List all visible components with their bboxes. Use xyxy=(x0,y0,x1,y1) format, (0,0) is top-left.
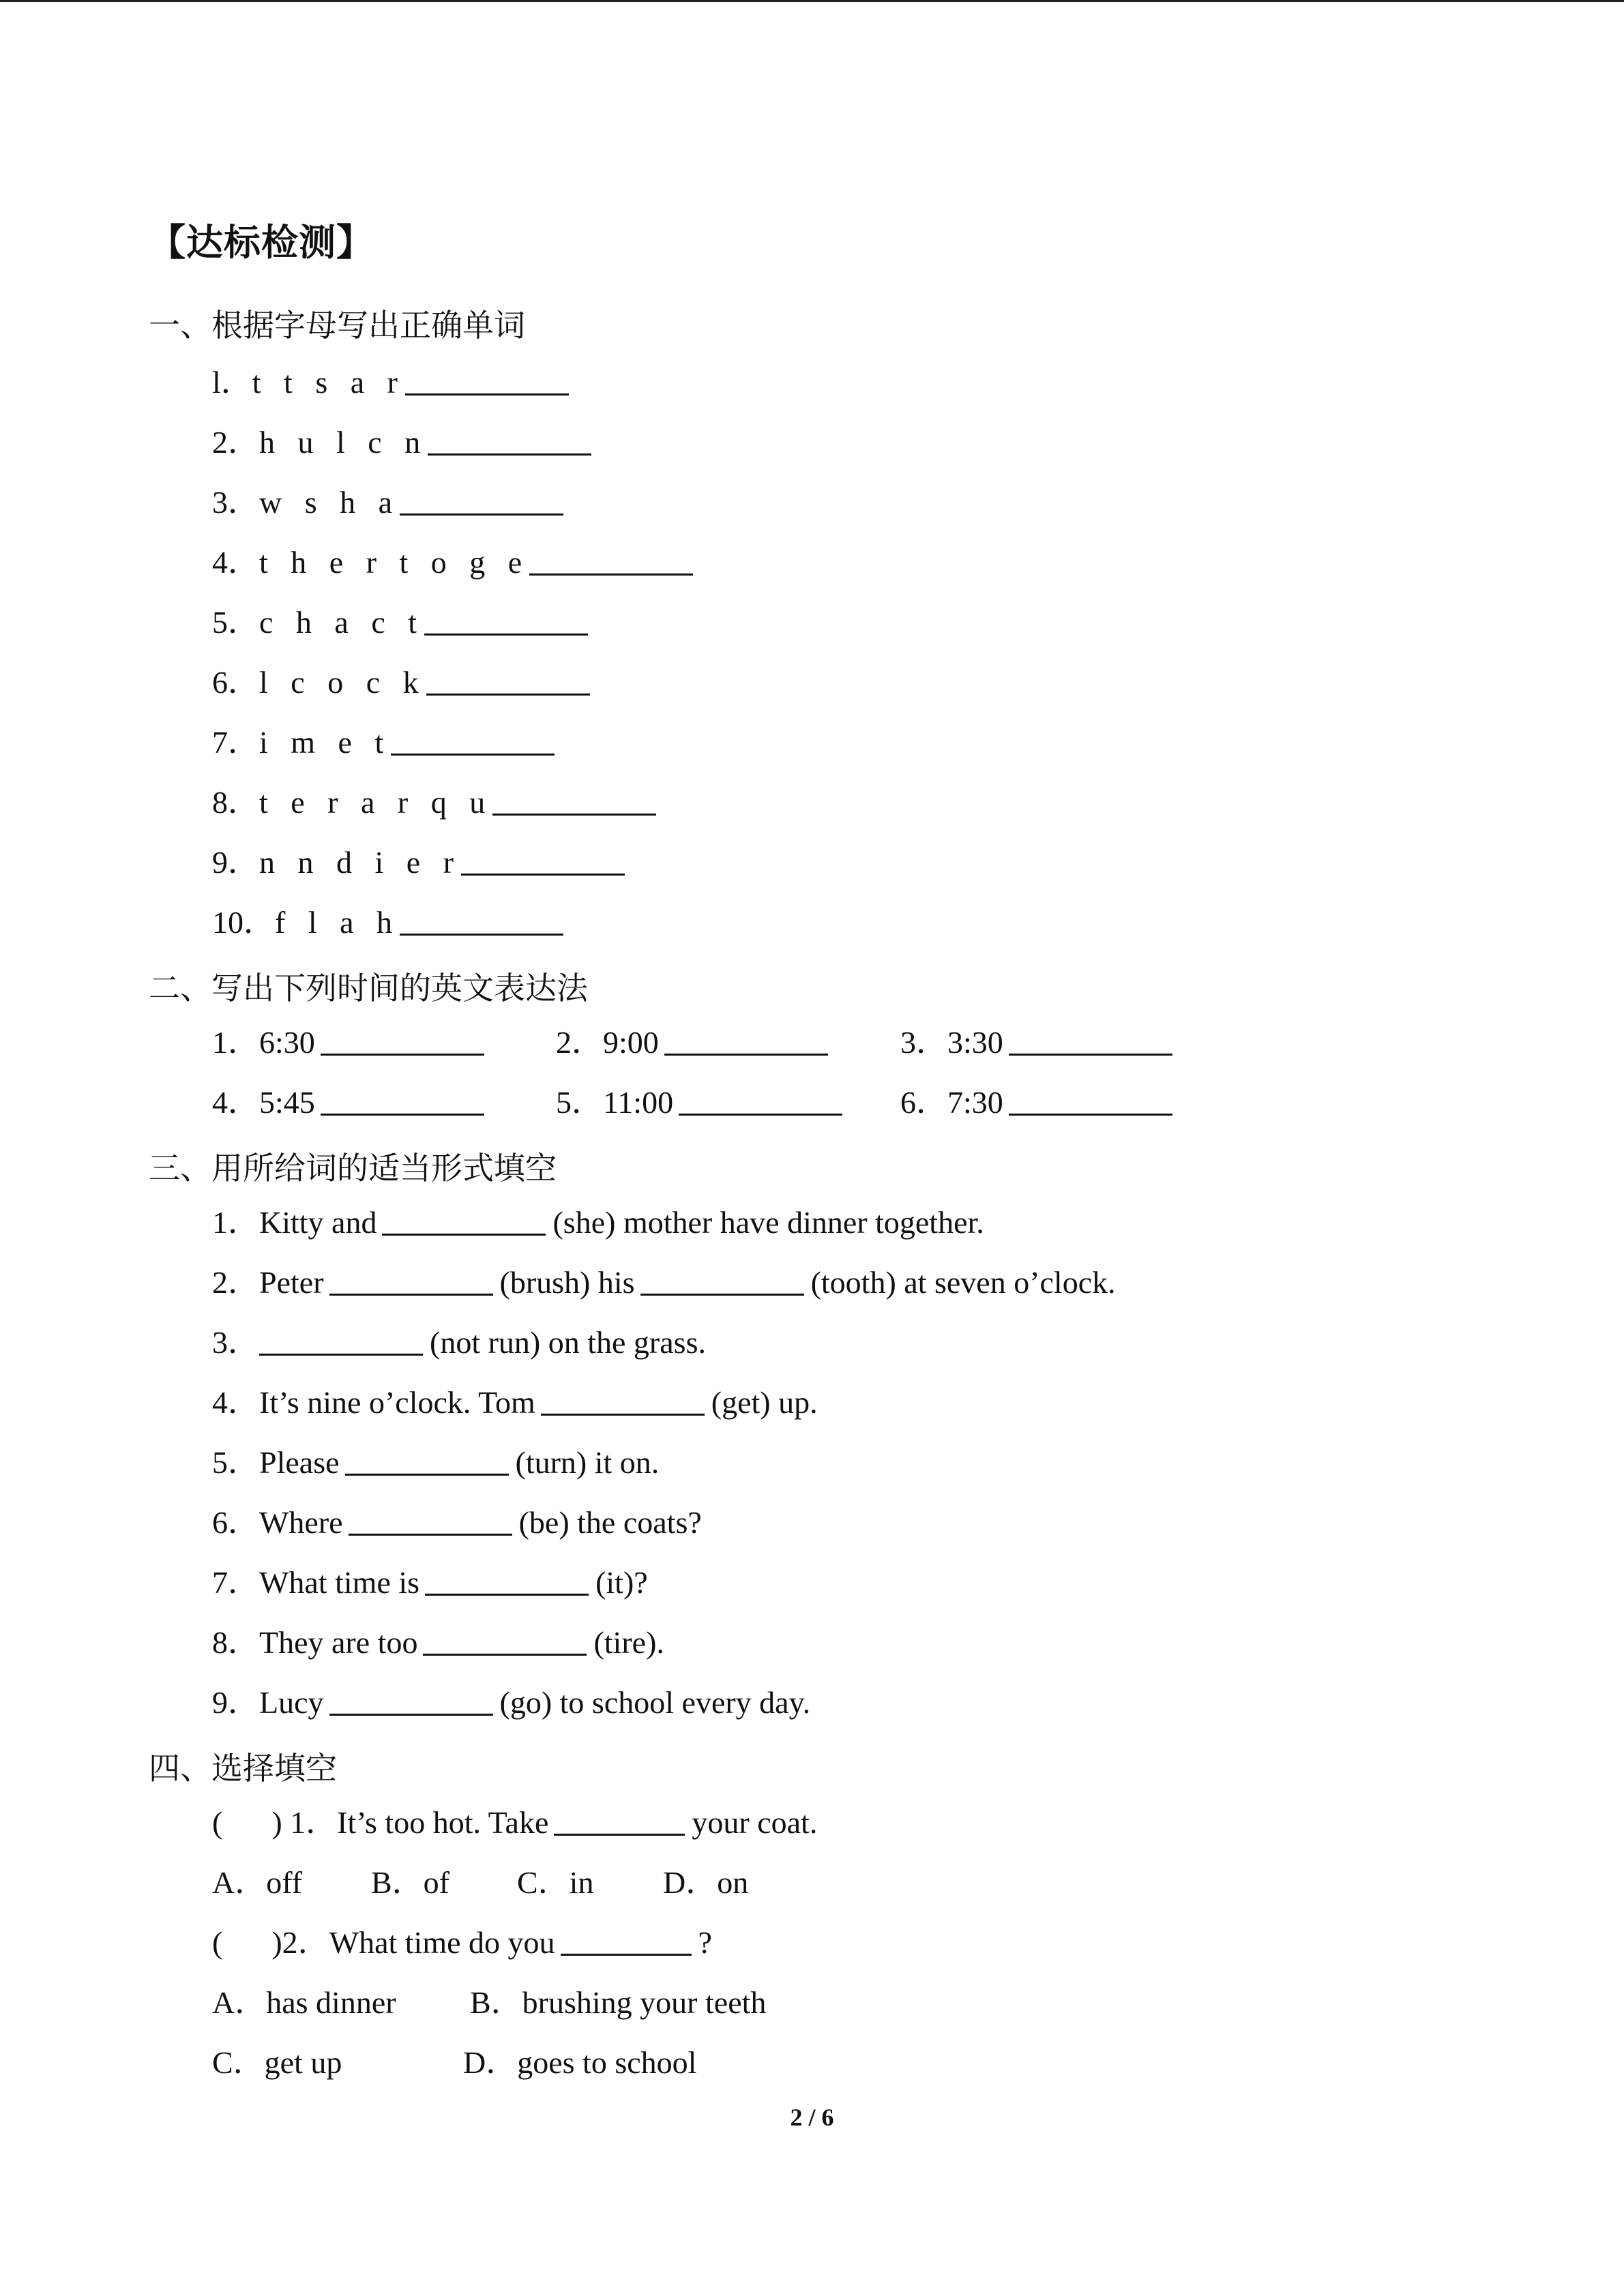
item-number: 2． xyxy=(556,1025,603,1060)
time-value: 7:30 xyxy=(947,1085,1003,1120)
item-number: 5． xyxy=(212,1445,259,1480)
sentence-text: (she) mother have dinner together. xyxy=(552,1205,984,1240)
item-number: 8． xyxy=(212,785,259,820)
option-b[interactable]: B．of xyxy=(371,1865,449,1900)
fill-item xyxy=(212,1204,984,1241)
sentence-text: (tire). xyxy=(593,1625,664,1660)
list-item xyxy=(212,904,570,941)
list-item xyxy=(212,603,595,641)
scrambled-letters: i m e t xyxy=(259,725,392,760)
sentence-text: They are too xyxy=(259,1625,418,1660)
item-number: 1． xyxy=(212,1025,259,1060)
answer-blank[interactable] xyxy=(400,486,563,516)
sentence-text: Kitty and xyxy=(259,1205,377,1240)
question-text: )2．What time do you xyxy=(271,1925,555,1960)
answer-blank[interactable] xyxy=(1009,1026,1172,1056)
answer-blank[interactable] xyxy=(529,546,693,576)
section2-heading: 二、写出下列时间的英文表达法 xyxy=(149,970,588,1007)
time-item xyxy=(556,1084,849,1121)
time-item xyxy=(212,1084,491,1121)
answer-blank[interactable] xyxy=(640,1266,804,1296)
answer-blank[interactable] xyxy=(426,666,590,696)
item-number: 3． xyxy=(212,485,259,520)
scrambled-letters: t t s a r xyxy=(252,365,405,400)
top-border xyxy=(0,0,1624,2)
fill-item xyxy=(212,1384,818,1421)
section4-heading: 四、选择填空 xyxy=(149,1750,337,1787)
choice-question xyxy=(212,1924,712,1961)
sentence-text: (get) up. xyxy=(711,1385,818,1420)
option-b[interactable]: B．brushing your teeth xyxy=(470,1985,767,2020)
sentence-text: (not run) on the grass. xyxy=(430,1325,706,1360)
item-number: 7． xyxy=(212,1565,259,1600)
item-number: 6． xyxy=(212,1505,259,1540)
answer-blank[interactable] xyxy=(321,1086,484,1116)
answer-blank[interactable] xyxy=(679,1086,842,1116)
time-value: 9:00 xyxy=(603,1025,659,1060)
answer-blank[interactable] xyxy=(554,1806,685,1836)
sentence-text: Peter xyxy=(259,1265,324,1300)
answer-blank[interactable] xyxy=(424,606,588,636)
list-item xyxy=(212,543,700,581)
option-d[interactable]: D．goes to school xyxy=(463,2045,697,2080)
item-number: 4． xyxy=(212,1085,259,1120)
scrambled-letters: t h e r t o g e xyxy=(259,545,530,580)
list-item xyxy=(212,844,632,881)
fill-item xyxy=(212,1684,810,1721)
choice-options xyxy=(212,2044,696,2081)
sentence-text: (tooth) at seven o’clock. xyxy=(810,1265,1116,1300)
list-item xyxy=(212,724,561,761)
time-item xyxy=(900,1084,1179,1121)
paren-open: ( xyxy=(212,1805,223,1840)
option-a[interactable]: A．has dinner xyxy=(212,1985,396,2020)
item-number: 8． xyxy=(212,1625,259,1660)
sentence-text: Please xyxy=(259,1445,340,1480)
sentence-text: (it)? xyxy=(595,1565,648,1600)
scrambled-letters: f l a h xyxy=(275,905,400,940)
list-item xyxy=(212,363,576,401)
choice-options xyxy=(212,1864,748,1901)
question-text: ? xyxy=(698,1925,712,1960)
answer-blank[interactable] xyxy=(1009,1086,1172,1116)
time-value: 11:00 xyxy=(603,1085,674,1120)
list-item xyxy=(212,664,597,701)
time-value: 6:30 xyxy=(259,1025,315,1060)
answer-blank[interactable] xyxy=(259,1326,423,1356)
fill-item xyxy=(212,1624,664,1661)
item-number: 6． xyxy=(900,1085,947,1120)
option-a[interactable]: A．off xyxy=(212,1865,303,1900)
section1-heading: 一、根据字母写出正确单词 xyxy=(149,307,525,344)
fill-item xyxy=(212,1444,659,1481)
answer-blank[interactable] xyxy=(492,786,656,816)
answer-blank[interactable] xyxy=(541,1386,705,1416)
section3-heading: 三、用所给词的适当形式填空 xyxy=(149,1150,557,1187)
list-item xyxy=(212,784,663,821)
option-c[interactable]: C．in xyxy=(517,1865,594,1900)
item-number: 2． xyxy=(212,1265,259,1300)
answer-blank[interactable] xyxy=(425,1566,589,1596)
item-number: 7． xyxy=(212,725,259,760)
item-number: 3． xyxy=(900,1025,947,1060)
item-number: 6． xyxy=(212,665,259,700)
answer-blank[interactable] xyxy=(345,1446,509,1476)
scrambled-letters: w s h a xyxy=(259,485,400,520)
answer-blank[interactable] xyxy=(423,1626,587,1656)
fill-item xyxy=(212,1264,1116,1301)
item-number: 4． xyxy=(212,1385,259,1420)
sentence-text: Lucy xyxy=(259,1685,324,1720)
item-number: 1． xyxy=(212,1205,259,1240)
time-item xyxy=(556,1024,835,1061)
sentence-text: Where xyxy=(259,1505,343,1540)
item-number: 5． xyxy=(212,605,259,640)
item-number: 3． xyxy=(212,1325,259,1360)
list-item xyxy=(212,483,570,521)
item-number: 10． xyxy=(212,905,275,940)
time-item xyxy=(900,1024,1179,1061)
item-number: l． xyxy=(212,365,252,400)
scrambled-letters: t e r a r q u xyxy=(259,785,493,820)
sentence-text: (be) the coats? xyxy=(518,1505,702,1540)
answer-blank[interactable] xyxy=(329,1686,493,1716)
answer-blank[interactable] xyxy=(321,1026,484,1056)
sentence-text: It’s nine o’clock. Tom xyxy=(259,1385,535,1420)
option-d[interactable]: D．on xyxy=(663,1865,749,1900)
time-item xyxy=(212,1024,491,1061)
time-value: 5:45 xyxy=(259,1085,315,1120)
choice-options xyxy=(212,1984,766,2021)
choice-question xyxy=(212,1804,817,1841)
sentence-text: (go) to school every day. xyxy=(499,1685,811,1720)
option-c[interactable]: C．get up xyxy=(212,2045,342,2080)
answer-blank[interactable] xyxy=(561,1926,692,1956)
item-number: 9． xyxy=(212,845,259,880)
list-item xyxy=(212,423,598,461)
scrambled-letters: n n d i e r xyxy=(259,845,462,880)
fill-item xyxy=(212,1324,706,1361)
answer-blank[interactable] xyxy=(391,726,555,756)
scrambled-letters: c h a c t xyxy=(259,605,425,640)
sentence-text: (turn) it on. xyxy=(515,1445,660,1480)
item-number: 9． xyxy=(212,1685,259,1720)
item-number: 5． xyxy=(556,1085,603,1120)
answer-blank[interactable] xyxy=(664,1026,828,1056)
page-title: 【达标检测】 xyxy=(149,221,374,264)
scrambled-letters: l c o c k xyxy=(259,665,426,700)
time-value: 3:30 xyxy=(947,1025,1003,1060)
answer-blank[interactable] xyxy=(428,426,591,456)
answer-blank[interactable] xyxy=(329,1266,493,1296)
scrambled-letters: h u l c n xyxy=(259,425,428,460)
question-text: ) 1．It’s too hot. Take xyxy=(271,1805,549,1840)
answer-blank[interactable] xyxy=(405,366,569,396)
question-text: your coat. xyxy=(692,1805,818,1840)
answer-blank[interactable] xyxy=(349,1506,512,1536)
fill-item xyxy=(212,1504,702,1541)
answer-blank[interactable] xyxy=(400,906,563,936)
answer-blank[interactable] xyxy=(382,1206,546,1236)
page-number: 2 / 6 xyxy=(790,2104,834,2131)
answer-blank[interactable] xyxy=(461,846,625,876)
fill-item xyxy=(212,1564,648,1601)
item-number: 4． xyxy=(212,545,259,580)
paren-open: ( xyxy=(212,1925,223,1960)
sentence-text: What time is xyxy=(259,1565,420,1600)
sentence-text: (brush) his xyxy=(499,1265,635,1300)
item-number: 2． xyxy=(212,425,259,460)
